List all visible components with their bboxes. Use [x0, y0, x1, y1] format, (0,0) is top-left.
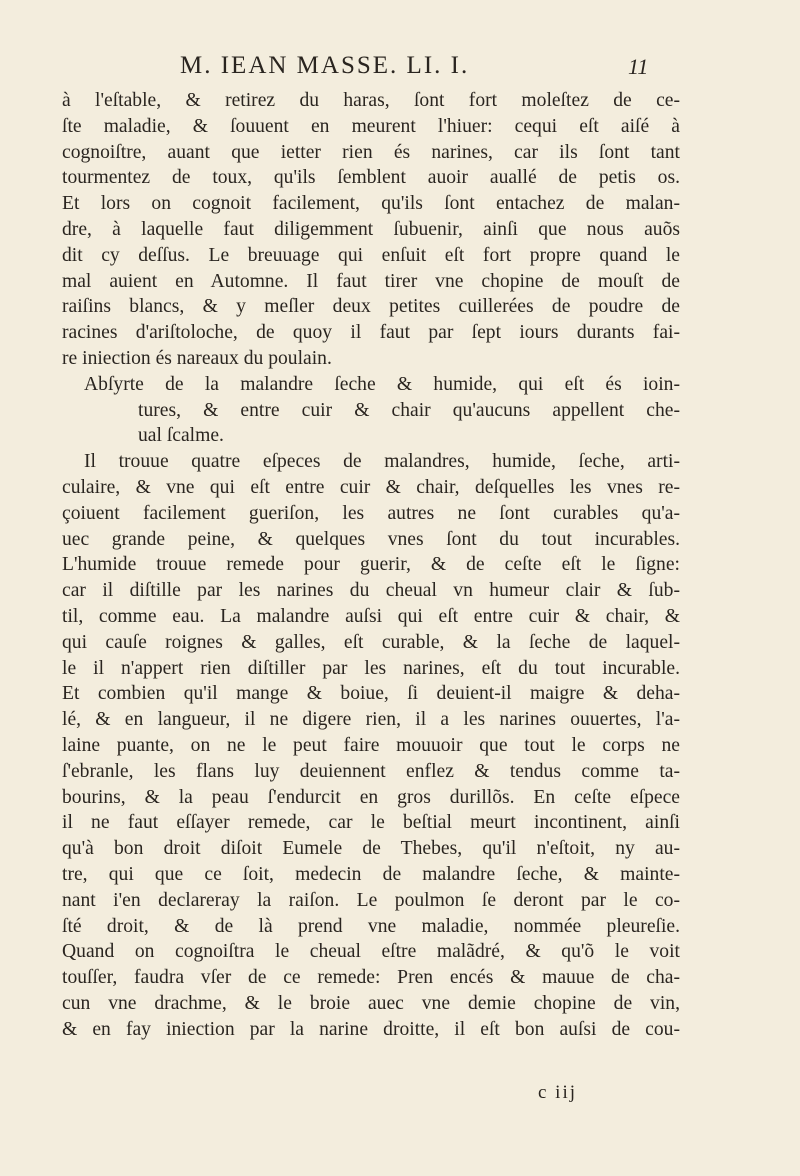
page-header — [0, 52, 800, 86]
text-line: dit cy deſſus. Le breuuage qui enſuit eſt fort propre quand le — [62, 244, 680, 266]
text-line: uec grande peine, & quelques vnes ſont du tout incurables. — [62, 528, 680, 550]
text-line: cun vne drachme, & le broie auec vne demie chopine de vin, — [62, 992, 680, 1014]
chapter-heading-line: ual ſcalme. — [138, 425, 224, 447]
text-line: tre, qui que ce ſoit, medecin de malandre ſeche, & mainte- — [62, 863, 680, 885]
text-line: Quand on cognoiſtra le cheual eſtre malãdré, & qu'õ le voit — [62, 941, 680, 963]
text-line: car il diſtille par les narines du cheual vn humeur clair & ſub- — [62, 580, 680, 602]
text-line: lé, & en langueur, il ne digere rien, il a les narines ouuertes, l'a- — [62, 709, 680, 731]
text-line: racines d'ariſtoloche, de quoy il faut par ſept iours durants fai- — [62, 322, 680, 344]
running-head: M. IEAN MASSE. LI. I. — [180, 52, 470, 79]
signature-mark: c iij — [538, 1082, 578, 1103]
text-line: mal auient en Automne. Il faut tirer vne chopine de mouſt de — [62, 270, 680, 292]
text-line: cognoiſtre, auant que ietter rien és narines, car ils ſont tant — [62, 141, 680, 163]
text-line: til, comme eau. La malandre auſsi qui eſt entre cuir & chair, & — [62, 605, 680, 627]
text-line: & en fay iniection par la narine droitte, il eſt bon auſsi de cou- — [62, 1018, 680, 1040]
text-line: dre, à laquelle faut diligemment ſubuenir, ainſi que nous auõs — [62, 218, 680, 240]
text-line: nant i'en declareray la raiſon. Le poulmon ſe deront par le co- — [62, 889, 680, 911]
text-line: ſté droit, & de là prend vne maladie, nommée pleureſie. — [62, 915, 680, 937]
text-line: qui cauſe roignes & galles, eſt curable, & la ſeche de laquel- — [62, 631, 680, 653]
text-line: laine puante, on ne le peut faire mouuoir que tout le corps ne — [62, 734, 680, 756]
text-line: Il trouue quatre eſpeces de malandres, humide, ſeche, arti- — [84, 451, 680, 473]
text-line: ſ'ebranle, les flans luy deuiennent enflez & tendus comme ta- — [62, 760, 680, 782]
text-line: çoiuent facilement gueriſon, les autres ne ſont curables qu'a- — [62, 502, 680, 524]
text-line: à l'eſtable, & retirez du haras, ſont fort moleſtez de ce- — [62, 90, 680, 111]
text-line: tourmentez de toux, qu'ils ſemblent auoir auallé de petis os. — [62, 167, 680, 189]
text-line: ſte maladie, & ſouuent en meurent l'hiuer: cequi eſt aiſé à — [62, 115, 680, 137]
text-line: re iniection és nareaux du poulain. — [62, 347, 332, 369]
body-text — [62, 88, 680, 1042]
page-number: 11 — [628, 54, 649, 79]
text-line: touſſer, faudra vſer de ce remede: Pren encés & mauue de cha- — [62, 967, 680, 989]
text-line: Et combien qu'il mange & boiue, ſi deuient-il maigre & deha- — [62, 683, 680, 705]
text-line: raiſins blancs, & y meſler deux petites cuillerées de poudre de — [62, 296, 680, 318]
text-line: L'humide trouue remede pour guerir, & de ceſte eſt le ſigne: — [62, 554, 680, 576]
text-line: qu'à bon droit diſoit Eumele de Thebes, qu'il n'eſtoit, ny au- — [62, 838, 680, 860]
text-line: bourins, & la peau ſ'endurcit en gros durillõs. En ceſte eſpece — [62, 786, 680, 808]
text-line: Et lors on cognoit facilement, qu'ils ſont entachez de malan- — [62, 193, 680, 215]
chapter-heading-line: Abſyrte de la malandre ſeche & humide, qui eſt és ioin- — [84, 373, 680, 395]
chapter-heading-line: tures, & entre cuir & chair qu'aucuns appellent che- — [138, 399, 680, 421]
text-line: il ne faut eſſayer remede, car le beſtial meurt incontinent, ainſi — [62, 812, 680, 834]
text-line: culaire, & vne qui eſt entre cuir & chair, deſquelles les vnes re- — [62, 476, 680, 498]
text-line: le il n'appert rien diſtiller par les narines, eſt du tout incurable. — [62, 657, 680, 679]
